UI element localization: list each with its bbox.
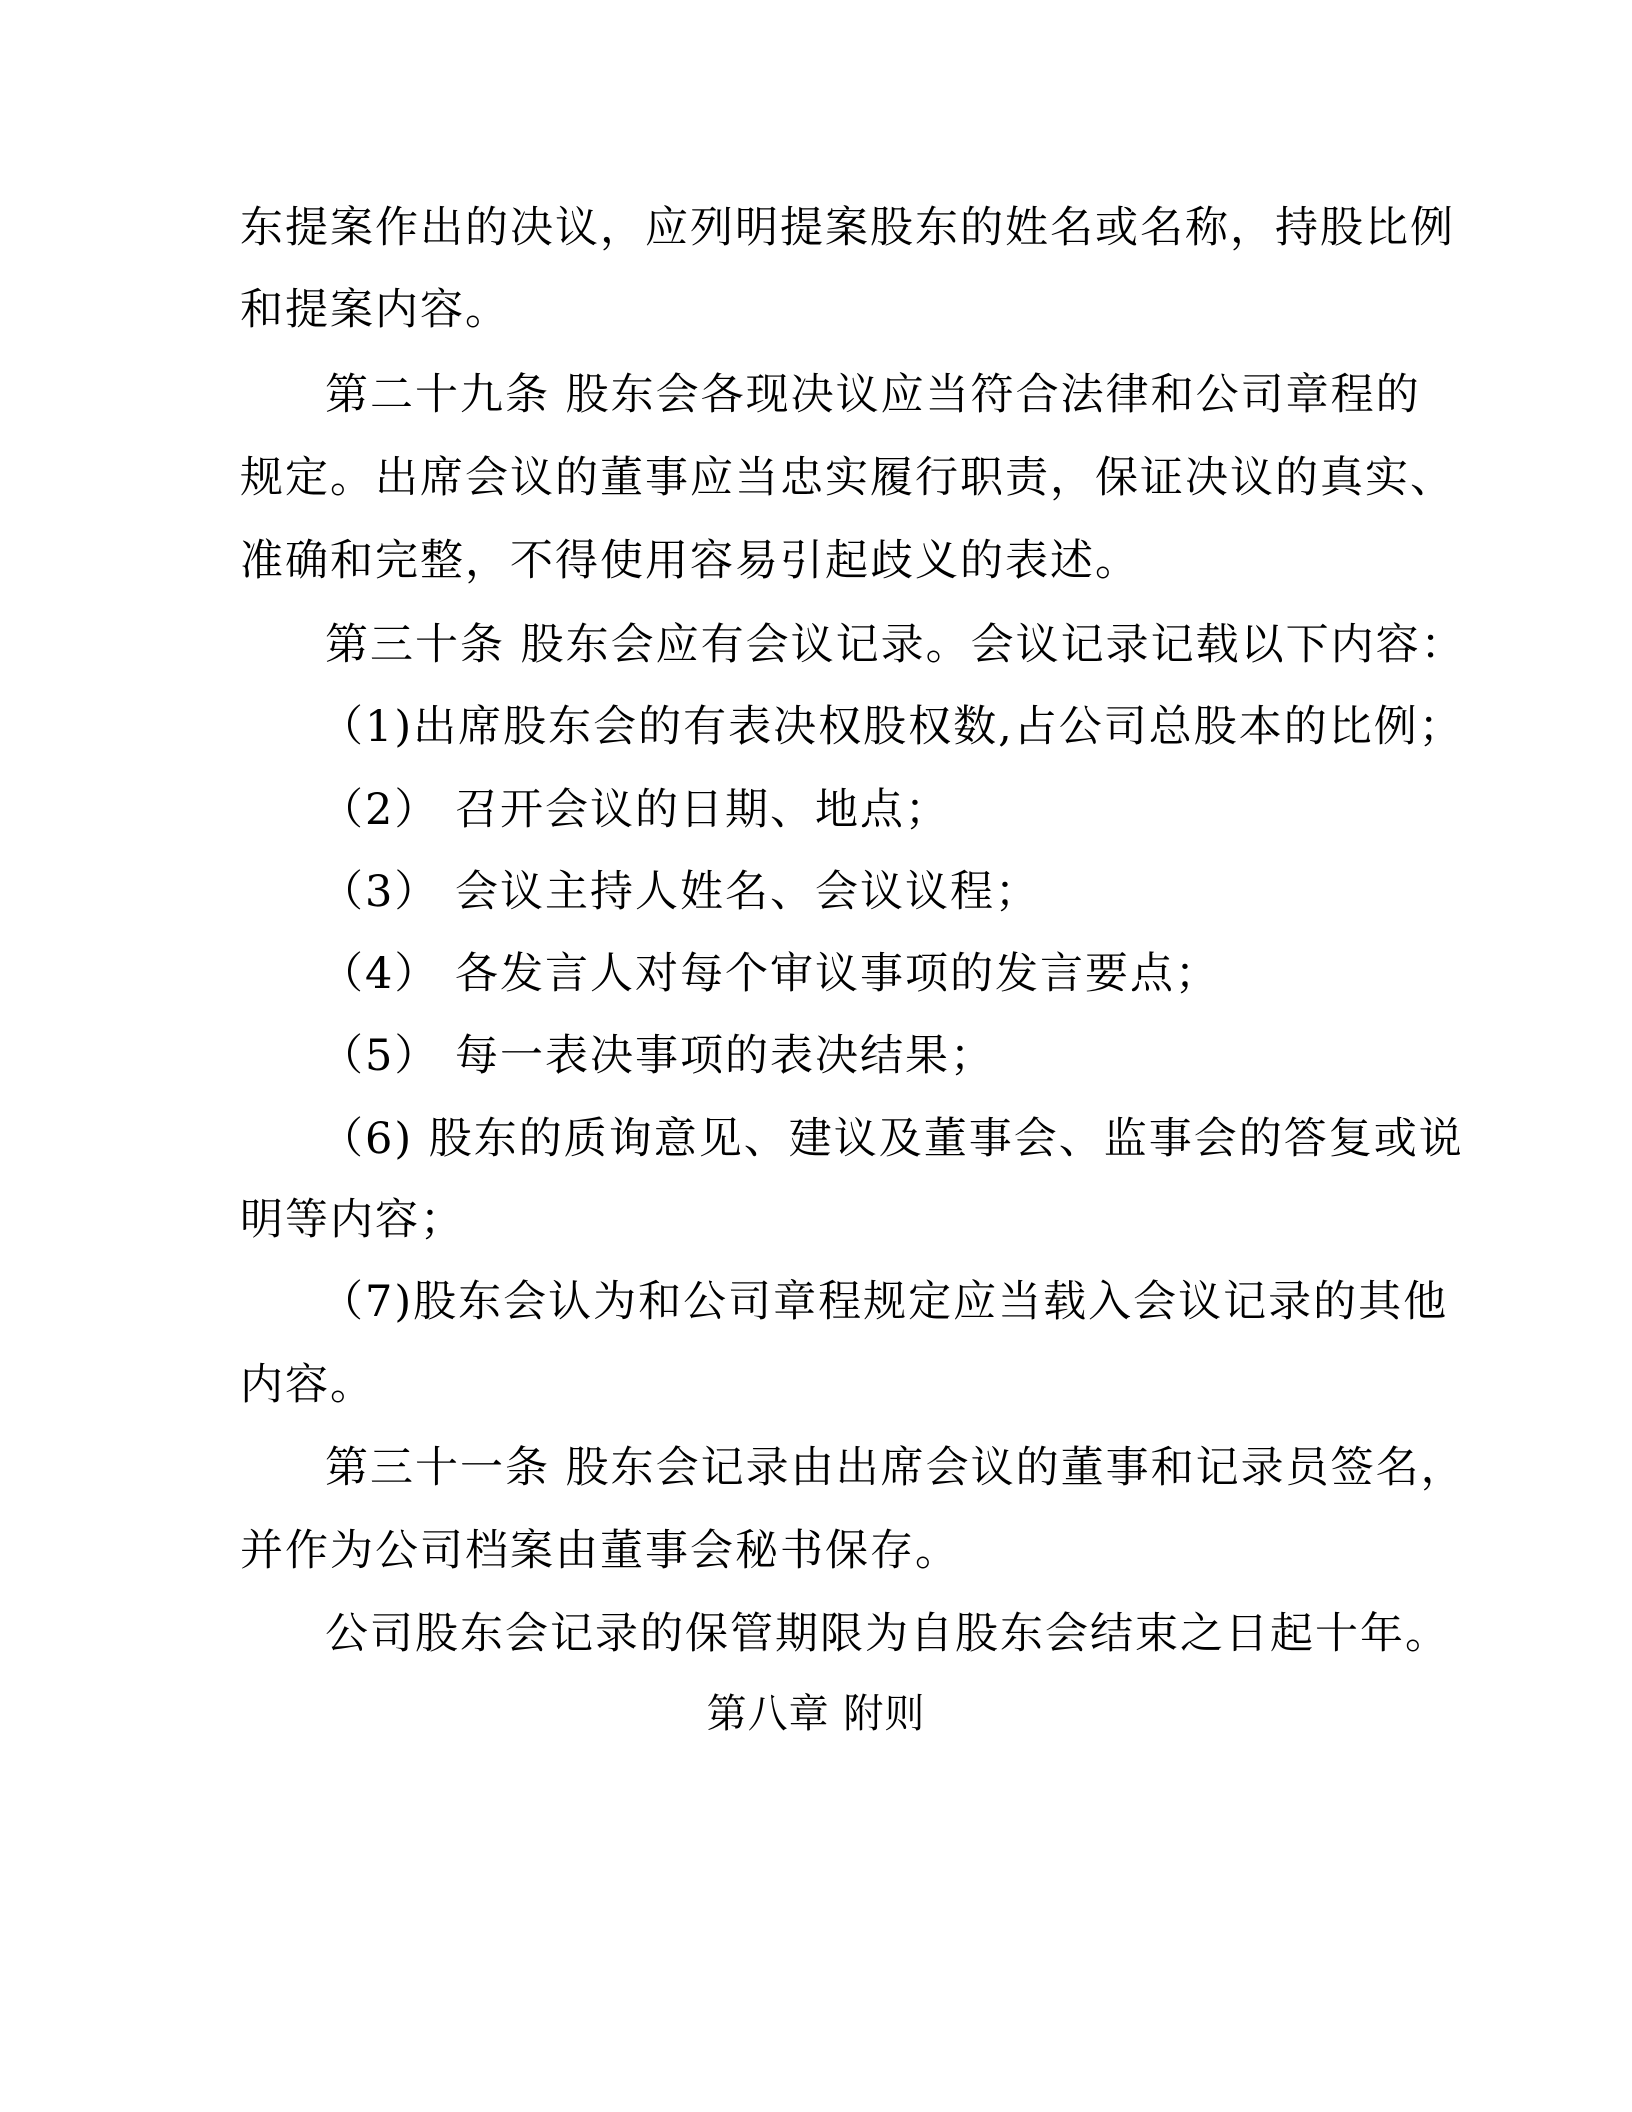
text-line-1: 东提案作出的决议，应列明提案股东的姓名或名称，持股比例	[240, 203, 1455, 253]
record-item-4: （4） 各发言人对每个审议事项的发言要点；	[320, 949, 1221, 999]
retention-period-line: 公司股东会记录的保管期限为自股东会结束之日起十年。	[325, 1609, 1450, 1659]
record-item-1: （1)出席股东会的有表决权股权数,占公司总股本的比例；	[320, 702, 1464, 752]
article-30-line-1: 第三十条 股东会应有会议记录。会议记录记载以下内容：	[325, 620, 1466, 670]
record-item-7-line-1: （7)股东会认为和公司章程规定应当载入会议记录的其他	[320, 1277, 1449, 1327]
chapter-heading: 第八章 附则	[706, 1691, 926, 1737]
article-29-line-1: 第二十九条 股东会各现决议应当符合法律和公司章程的	[325, 370, 1421, 420]
text-line-2: 和提案内容。	[240, 285, 510, 335]
article-29-line-2: 规定。出席会议的董事应当忠实履行职责，保证决议的真实、	[240, 453, 1455, 503]
article-31-line-2: 并作为公司档案由董事会秘书保存。	[240, 1526, 960, 1576]
record-item-5: （5） 每一表决事项的表决结果；	[320, 1031, 996, 1081]
record-item-2: （2） 召开会议的日期、地点；	[320, 785, 951, 835]
record-item-3: （3） 会议主持人姓名、会议议程；	[320, 867, 1041, 917]
article-29-line-3: 准确和完整，不得使用容易引起歧义的表述。	[240, 536, 1140, 586]
article-31-line-1: 第三十一条 股东会记录由出席会议的董事和记录员签名，	[325, 1443, 1466, 1493]
record-item-6-line-1: （6) 股东的质询意见、建议及董事会、监事会的答复或说	[320, 1114, 1464, 1164]
record-item-7-line-2: 内容。	[240, 1360, 375, 1410]
record-item-6-line-2: 明等内容；	[240, 1195, 465, 1245]
